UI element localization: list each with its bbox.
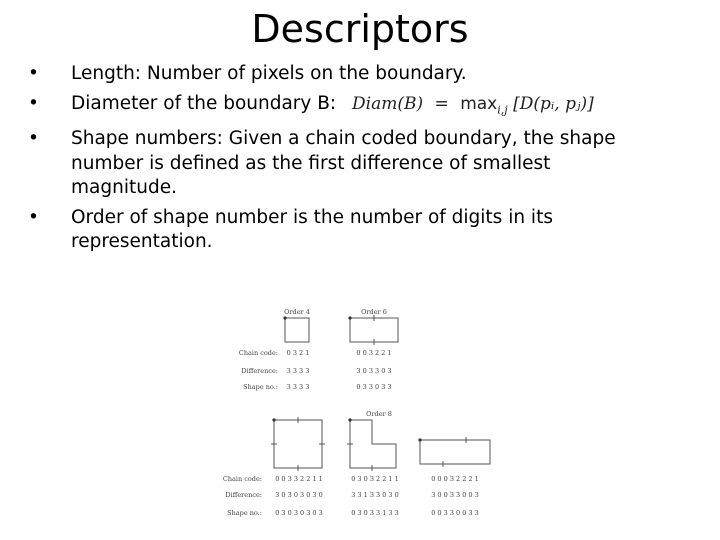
order8-rect-start-point <box>418 438 421 441</box>
order4-values <box>287 349 310 391</box>
formula-subscript: i,j <box>497 102 508 116</box>
order8-rect-values <box>431 475 479 517</box>
order4-shape-no: 3 3 3 3 <box>286 383 310 391</box>
square-difference: 3 0 3 0 3 0 3 0 <box>275 491 323 499</box>
order4-difference: 3 3 3 3 <box>286 367 310 375</box>
bottom-row-labels <box>223 475 262 517</box>
order6-title: Order 6 <box>361 308 387 316</box>
difference-label: Difference: <box>241 367 278 375</box>
rect-shape-no: 0 0 3 3 0 0 3 3 <box>431 509 479 517</box>
order4-chain-code: 0 3 2 1 <box>286 349 310 357</box>
order8-square-start-point <box>272 418 275 421</box>
top-row-labels <box>239 349 278 391</box>
formula-equals: = <box>434 93 449 114</box>
order6-difference: 3 0 3 3 0 3 <box>356 367 392 375</box>
slide-title: Descriptors <box>251 7 469 51</box>
shape-no-label: Shape no.: <box>227 509 262 517</box>
order8-square <box>274 420 322 468</box>
order8-title: Order 8 <box>366 410 392 418</box>
bullet-text: Shape numbers: Given a chain coded boundary, the shape number is defined as the first difference of smallest magnitude. <box>71 128 616 199</box>
order8-l-shape <box>350 420 396 468</box>
bullet-dot: • <box>28 206 39 228</box>
order6-start-point <box>348 316 351 319</box>
l-chain-code: 0 3 0 3 2 2 1 1 <box>351 475 399 483</box>
formula-max: max <box>460 93 498 114</box>
l-shape-no: 0 3 0 3 3 1 3 3 <box>351 509 399 517</box>
shape-no-label: Shape no.: <box>243 383 278 391</box>
difference-label: Difference: <box>225 491 262 499</box>
order6-shape-no: 0 3 3 0 3 3 <box>356 383 392 391</box>
order6-values <box>356 349 391 391</box>
rect-difference: 3 0 0 3 3 0 0 3 <box>431 491 479 499</box>
chain-code-label: Chain code: <box>238 349 278 357</box>
order6-chain-code: 0 0 3 2 2 1 <box>356 349 392 357</box>
order4-start-point <box>283 316 286 319</box>
bullet-dot: • <box>28 92 39 114</box>
order8-l-start-point <box>348 418 351 421</box>
chain-code-label: Chain code: <box>222 475 262 483</box>
square-shape-no: 0 3 0 3 0 3 0 3 <box>275 509 323 517</box>
order4-square <box>285 318 309 342</box>
bullet-text: Order of shape number is the number of digits in its representation. <box>71 206 553 253</box>
bullet-dot: • <box>28 128 39 150</box>
rect-chain-code: 0 0 0 3 2 2 2 1 <box>431 475 479 483</box>
square-chain-code: 0 0 3 3 2 2 1 1 <box>275 475 323 483</box>
formula-lhs: Diam(B) <box>352 93 424 114</box>
order8-square-values <box>275 475 323 517</box>
bullet-dot: • <box>28 63 39 84</box>
bullet-text: Length: Number of pixels on the boundary. <box>71 63 467 84</box>
order8-rectangle <box>420 440 490 464</box>
l-difference: 3 3 1 3 3 0 3 0 <box>351 491 399 499</box>
order8-l-values <box>351 475 399 517</box>
order4-title: Order 4 <box>284 308 310 316</box>
bullet-text: Diameter of the boundary B: <box>71 92 337 114</box>
order6-rectangle <box>350 318 398 342</box>
formula-rhs: [D(pᵢ, pⱼ)] <box>513 93 594 114</box>
